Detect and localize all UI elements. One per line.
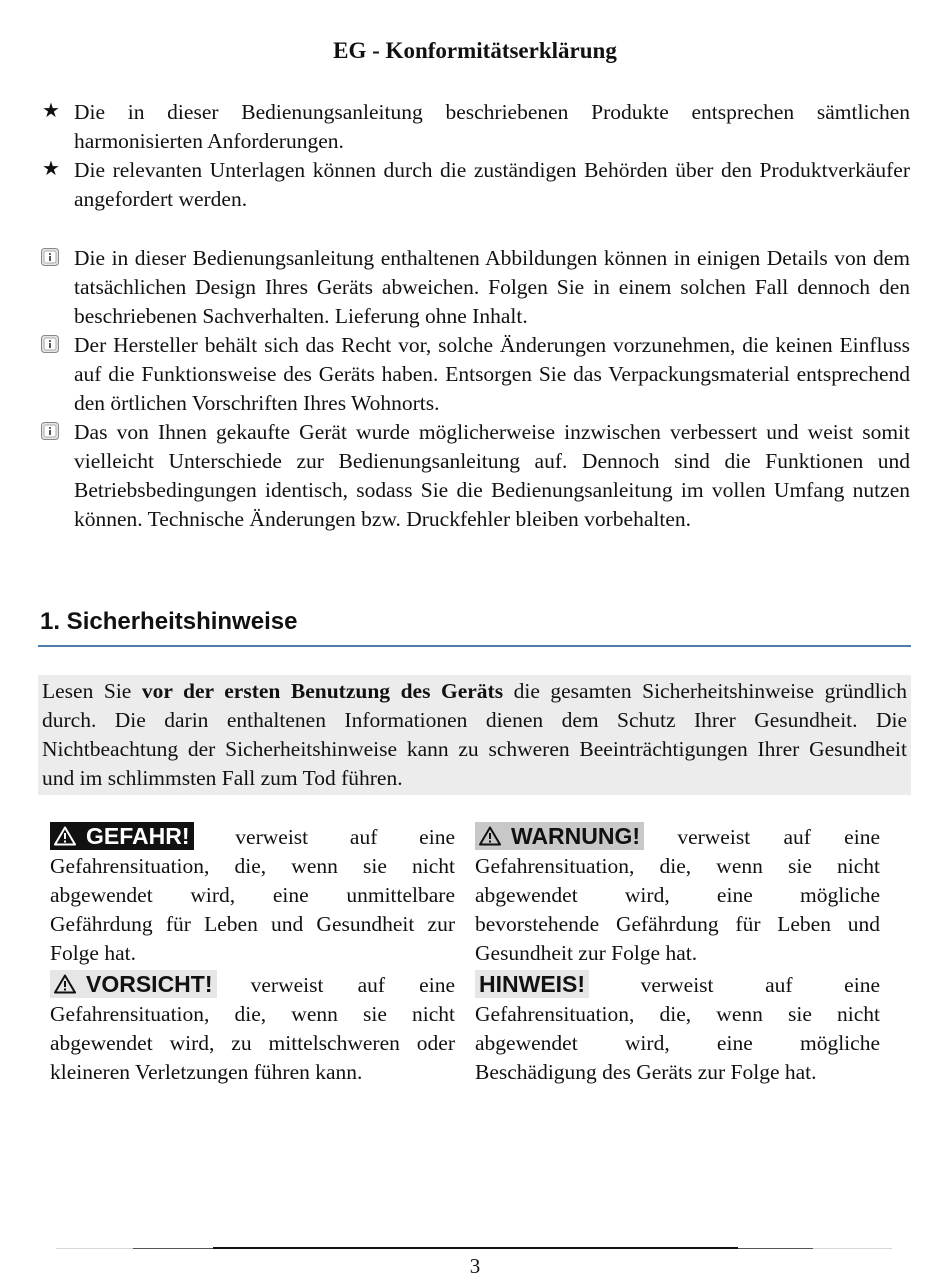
info-list [40,244,910,534]
list-item [40,331,910,418]
signal-hinweis [475,970,880,1087]
star-icon: ★ [42,100,60,122]
list-item-text: Die relevanten Unterlagen können durch die zuständigen Behörden über den Produktverkäufer angefordert werden. [74,158,910,211]
intro-text-start: Lesen Sie [42,679,142,703]
page-number: 3 [469,1254,481,1278]
warning-triangle-icon [479,826,501,846]
list-item-text: Die in dieser Bedienungsanleitung enthaltenen Abbildungen können in einigen Details von dem tatsächlichen Design Ihres Geräts abweichen. Folgen Sie in einem solchen Fall dennoch den beschriebenen Sachverhalten. Lieferung ohne Inhalt. [74,246,910,328]
gefahr-description: verweist auf eine Gefahrensituation, die, wenn sie nicht abgewendet wird, eine unmittelbare Gefährdung für Leben und Gesundheit zur Folge hat. [50,825,455,965]
signal-text [475,822,880,968]
info-icon [41,422,59,440]
hinweis-badge [475,970,589,998]
signal-text [50,822,455,968]
hinweis-label: HINWEIS! [479,971,586,997]
info-icon [41,335,59,353]
warnung-description: verweist auf eine Gefahrensituation, die, wenn sie nicht abgewendet wird, eine mögliche bevorstehende Gefährdung für Leben und Gesundheit zur Folge hat. [475,825,880,965]
vorsicht-label: VORSICHT! [86,971,213,997]
vorsicht-badge [50,970,217,998]
list-item-text: Der Hersteller behält sich das Recht vor, solche Änderungen vorzunehmen, die keinen Einfluss auf die Funktionsweise des Geräts haben. Entsorgen Sie das Verpackungsmaterial entsprechend den örtlichen Vorschriften Ihres Wohnorts. [74,333,910,415]
list-item-text: Das von Ihnen gekaufte Gerät wurde möglicherweise inzwischen verbessert und weist somit vielleicht Unterschiede zur Bedienungsanleitung auf. Dennoch sind die Funktionen und Betriebsbedingungen identisch, sodass Sie die Bedienungsanleitung im vollen Umfang nutzen können. Technische Änderungen bzw. Druckfehler bleiben vorbehalten. [74,420,910,531]
signal-vorsicht [50,970,455,1087]
warning-triangle-icon [54,826,76,846]
list-item-text: Die in dieser Bedienungsanleitung beschriebenen Produkte entsprechen sämtlichen harmonisierten Anforderungen. [74,100,910,153]
intro-emphasis: vor der ersten Benutzung des Geräts [141,679,504,703]
document-title: EG - Konformitätserklärung [333,38,617,63]
footer-divider [213,1247,738,1249]
gefahr-badge [50,822,194,850]
safety-intro-box [38,675,911,795]
safety-intro-text [42,677,907,793]
star-icon: ★ [42,158,60,180]
signal-text [50,970,455,1087]
list-item [40,418,910,534]
list-item [40,156,910,214]
intro-text-end: die gesamten Sicherheitshinweise gründlich durch. Die darin enthaltenen Informationen dienen dem Schutz Ihrer Gesundheit. Die Nichtbeachtung der Sicherheitshinweise kann zu schweren Beeinträchtigungen Ihrer Gesundheit und im schlimmsten Fall zum Tod führen. [42,679,907,790]
signal-gefahr [50,822,455,968]
warning-triangle-icon [54,974,76,994]
vorsicht-description: verweist auf eine Gefahrensituation, die, wenn sie nicht abgewendet wird, zu mittelschweren oder kleineren Verletzungen führen kann. [50,973,455,1084]
signal-warnung [475,822,880,968]
hinweis-description: verweist auf eine Gefahrensituation, die, wenn sie nicht abgewendet wird, eine mögliche Beschädigung des Geräts zur Folge hat. [475,973,880,1084]
heading-divider [38,645,911,647]
warnung-label: WARNUNG! [511,823,641,849]
list-item [40,98,910,156]
info-icon [41,248,59,266]
section-heading: 1. Sicherheitshinweise [40,608,298,635]
conformity-list [40,98,910,214]
list-item [40,244,910,331]
signal-text [475,970,880,1087]
warnung-badge [475,822,644,850]
gefahr-label: GEFAHR! [86,823,190,849]
